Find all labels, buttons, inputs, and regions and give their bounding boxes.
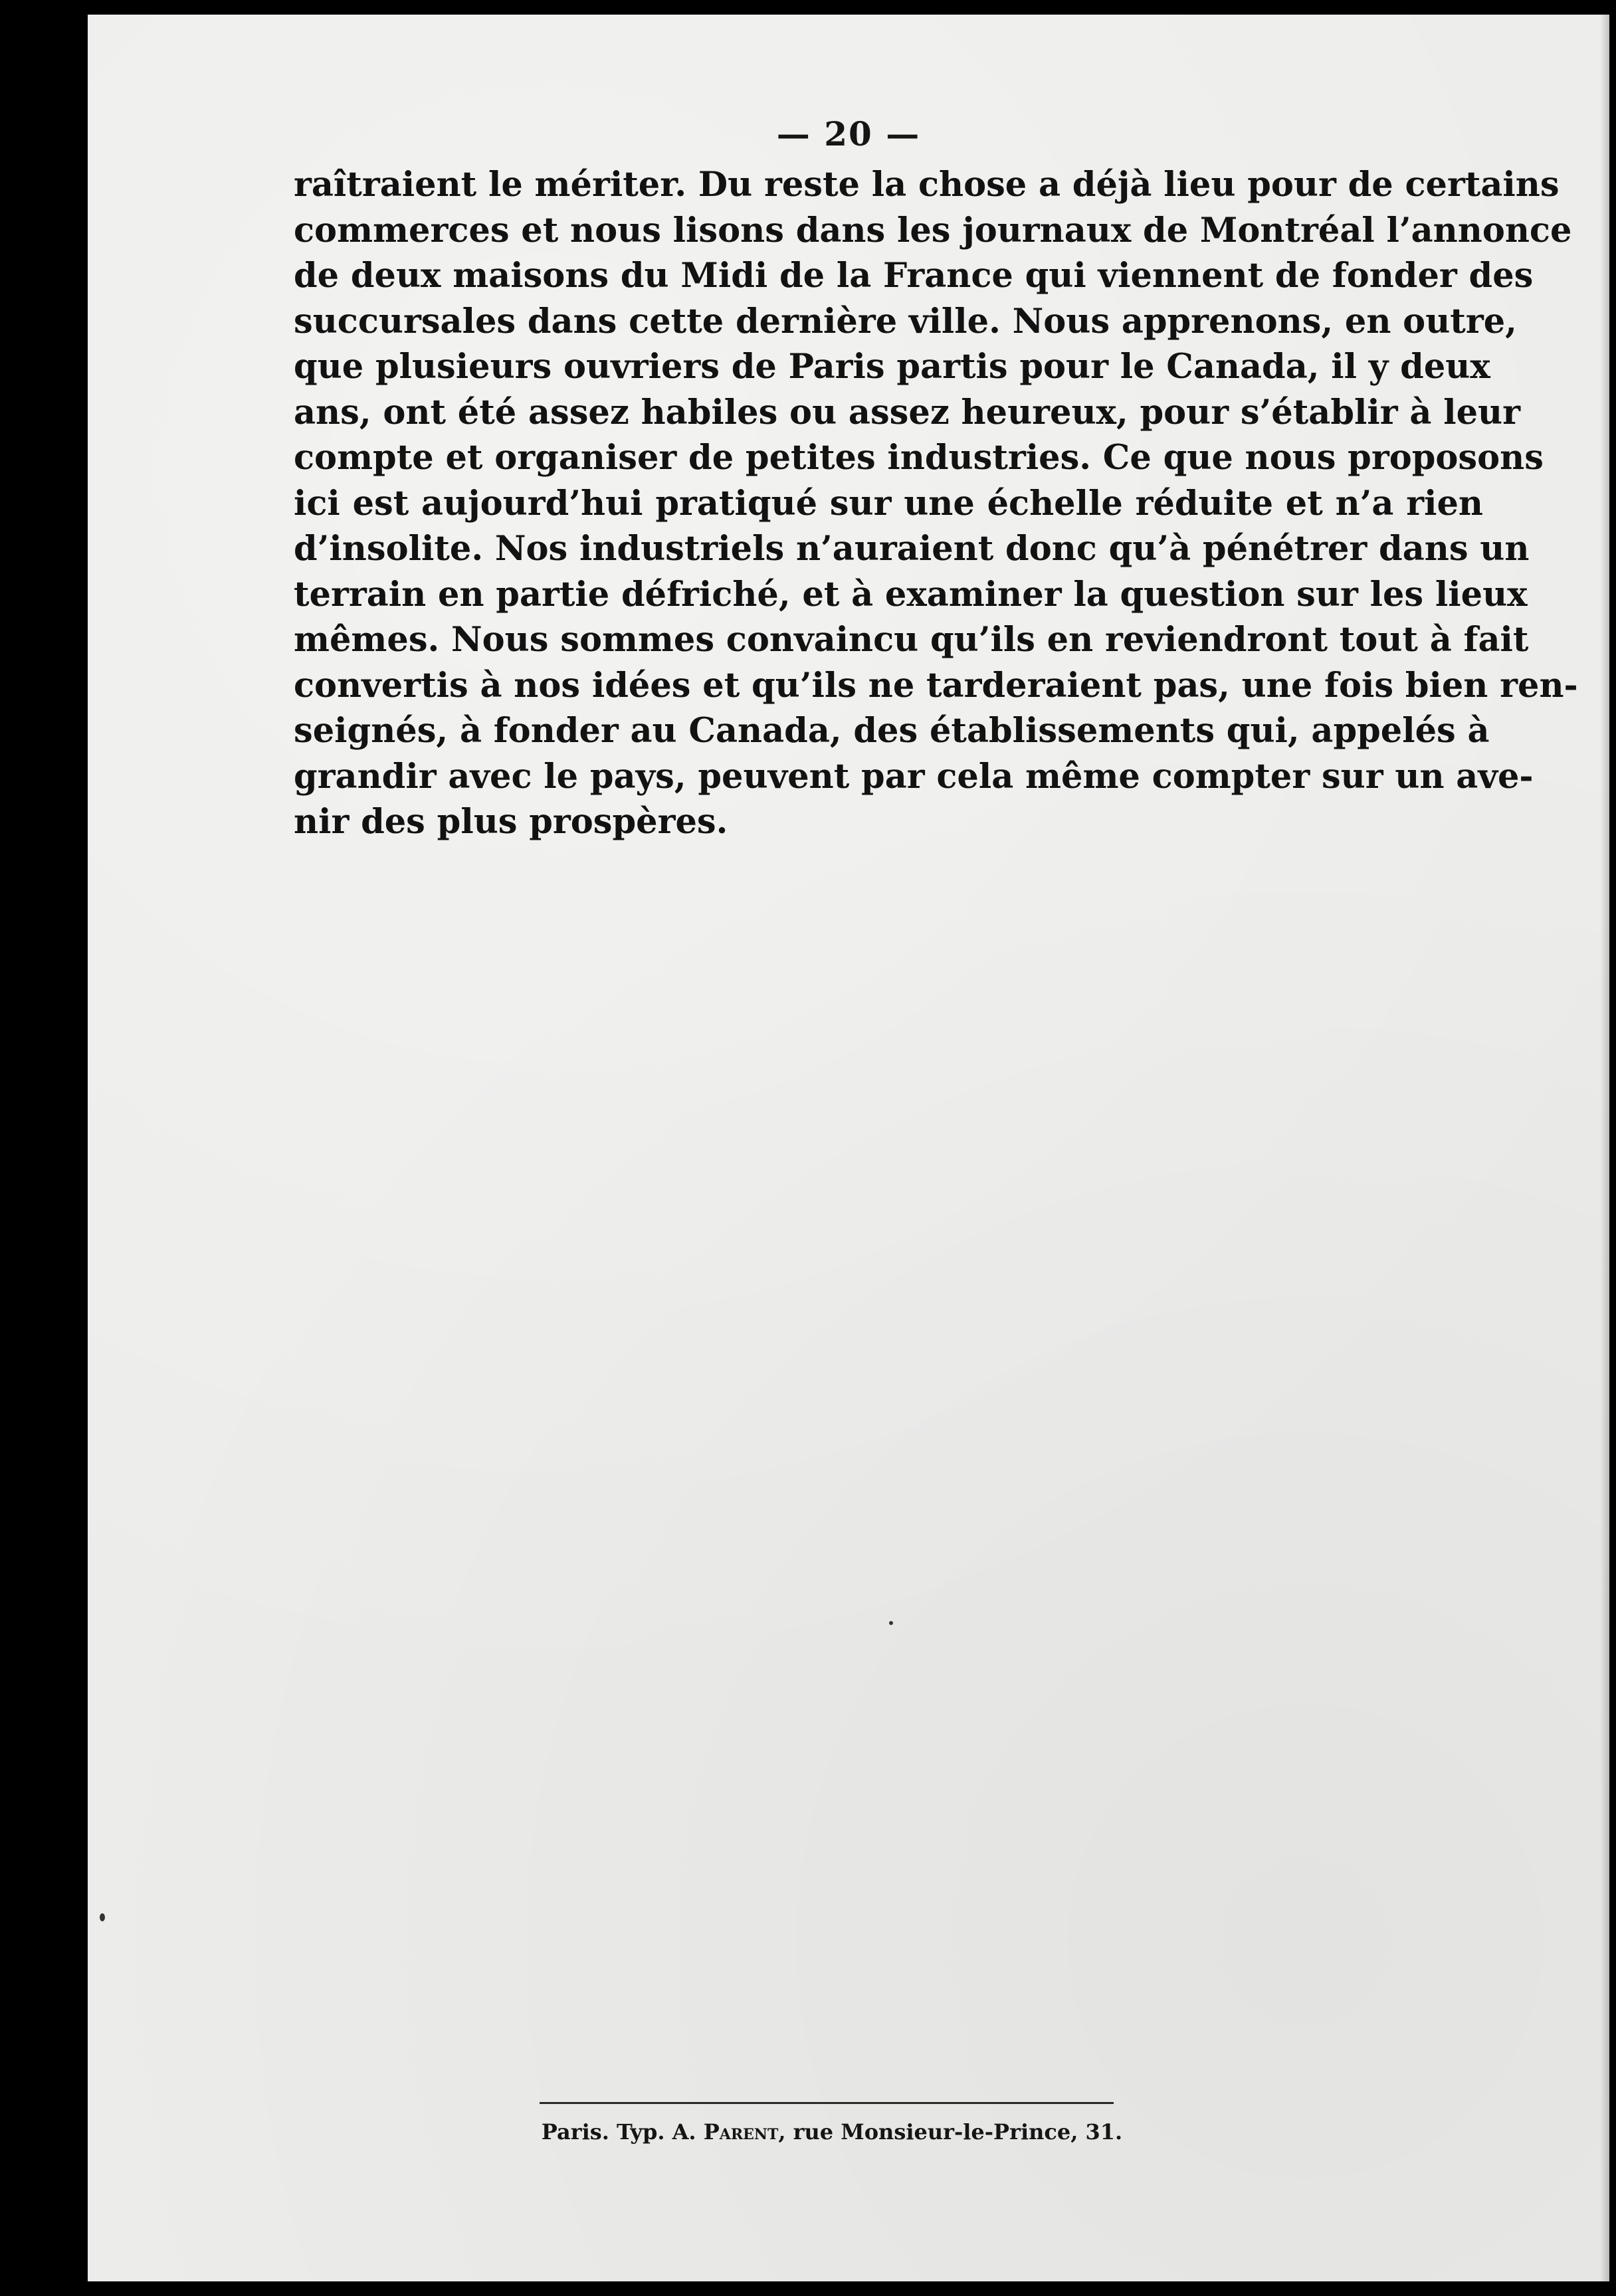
text-line: succursales dans cette dernière ville. Nous apprenons, en outre, [294,301,1517,341]
text-line: convertis à nos idées et qu’ils ne tarderaient pas, une fois bien ren- [294,665,1578,706]
text-line: seignés, à fonder au Canada, des établissements qui, appelés à [294,711,1490,751]
body-paragraph [294,162,1578,845]
footer-rule [540,2102,1114,2104]
text-line: ici est aujourd’hui pratiqué sur une échelle réduite et n’a rien [294,483,1483,524]
page-number: — 20 — [776,114,921,153]
text-line: de deux maisons du Midi de la France qui viennent de fonder des [294,256,1534,296]
text-line: terrain en partie défriché, et à examiner la question sur les lieux [294,574,1528,615]
text-line: compte et organiser de petites industries. Ce que nous proposons [294,438,1544,478]
text-line: ans, ont été assez habiles ou assez heureux, pour s’établir à leur [294,392,1520,432]
paper-speck [889,1621,893,1625]
page-edge-shadow [1600,15,1609,2281]
text-line: d’insolite. Nos industriels n’auraient donc qu’à pénétrer dans un [294,529,1530,569]
text-line: grandir avec le pays, peuvent par cela même compter sur un ave- [294,756,1534,797]
text-line: que plusieurs ouvriers de Paris partis pour le Canada, il y deux [294,347,1490,387]
text-line: nir des plus prospères. [294,802,728,842]
document-page [88,15,1609,2281]
imprint-suffix: , rue Monsieur-le-Prince, 31. [778,2119,1123,2145]
printer-imprint [540,2119,1124,2145]
text-line: mêmes. Nous sommes convaincu qu’ils en reviendront tout à fait [294,620,1529,660]
text-line: raîtraient le mériter. Du reste la chose a déjà lieu pour de certains [294,165,1560,205]
paper-speck [100,1913,105,1921]
imprint-prefix: Paris. Typ. A. [541,2119,704,2145]
text-line: commerces et nous lisons dans les journaux de Montréal l’annonce [294,210,1572,250]
imprint-printer-name: Parent [703,2119,779,2145]
